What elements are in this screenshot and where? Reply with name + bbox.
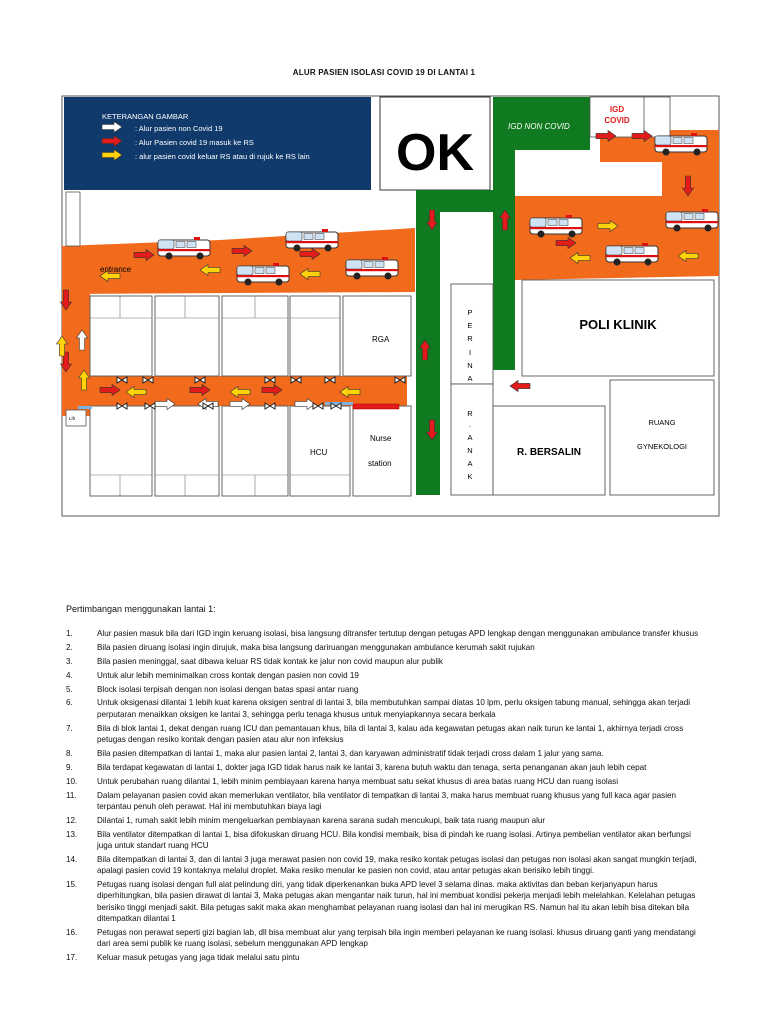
note-number: 14. <box>66 854 78 864</box>
perina-letter: P <box>467 308 473 317</box>
note-number: 10. <box>66 776 78 786</box>
room-gynekologi-line1: RUANG <box>648 418 676 427</box>
entrance-label: entrance <box>100 265 132 274</box>
notes-heading: Pertimbangan menggunakan lantai 1: <box>66 604 216 614</box>
r-anak-letter: N <box>467 446 473 455</box>
room-igd-non-covid: IGD NON COVID <box>508 122 570 131</box>
note-number: 12. <box>66 815 78 825</box>
r-anak-letter: R <box>467 409 473 418</box>
note-number: 6. <box>66 698 73 708</box>
note-text: Bila ventilator ditempatkan di lantai 1, bisa difokuskan diruang HCU. Bila kondisi membaik, bisa di pindah ke ruang isolasi. Artinya pembelian ventilator akan berfungsi juga untuk standart ruang HCU <box>97 829 691 850</box>
note-number: 5. <box>66 684 73 694</box>
room-igd-covid-line1: IGD <box>609 105 625 114</box>
perina-letter: N <box>467 361 473 370</box>
room-hcu: HCU <box>310 448 328 457</box>
room-gynekologi-line2: GYNEKOLOGI <box>636 442 688 451</box>
note-number: 8. <box>66 748 73 758</box>
note-number: 13. <box>66 829 78 839</box>
note-number: 11. <box>66 790 77 800</box>
note-item <box>66 656 706 667</box>
legend-heading: KETERANGAN GAMBAR <box>102 112 189 121</box>
note-number: 9. <box>66 762 73 772</box>
note-number: 16. <box>66 927 78 937</box>
room-r-bersalin: R. BERSALIN <box>517 447 581 458</box>
note-text: Dilantai 1, rumah sakit lebih minim mengeluarkan pembiayaan karena sarana sudah mencukupi, baik tata ruang maupun alur <box>97 815 546 825</box>
note-number: 17. <box>66 952 78 962</box>
note-text: Petugas ruang isolasi dengan full alat pelindung diri, yang tidak diperkenankan buka APD level 3 selama dinas. maka aktivitas dan beban kerjanyapun harus diperhitungkan, bila pasien dirawat di lantai 3, Maka petugas akan mengantar naik turun, hal ini membuat kondisi pekerja menjadi lebih melelahkan. Kelelahan petugas berisiko tinggi menjadi sakit. Bila petugas sakit maka akan menghambat pelayanan ruang isolasi dan hal ini merugikan RS. Namun hal itu akan lebih bisa ditekan bila ditempatkan dilantai 1 <box>97 879 696 923</box>
room-ok: OK <box>396 124 474 182</box>
perina-letter: E <box>467 321 473 330</box>
note-text: Untuk perubahan ruang dilantai 1, lebih minim pembiayaan karena hanya membuat satu sekat khusus di area batas ruang HCU dan ruang isolasi <box>97 776 619 786</box>
note-item <box>66 670 706 681</box>
note-number: 1. <box>66 629 73 638</box>
room-poli-klinik: POLI KLINIK <box>579 317 657 332</box>
room-nurse-station-line2: station <box>368 459 392 468</box>
perina-letter: R <box>467 334 473 343</box>
note-text: Bila terdapat kegawatan di lantai 1, dokter jaga IGD tidak harus naik ke lantai 3, karena butuh waktu dan tenaga, serta penanganan akan jauh lebih cepat <box>97 762 647 772</box>
note-number: 2. <box>66 642 73 652</box>
note-text: Bila pasien ditempatkan di lantai 1, maka alur pasien lantai 2, lantai 3, dan karyawan administratif tidak terjadi cross dalam 1 jalur yang sama. <box>97 748 604 758</box>
notes-list <box>66 628 706 966</box>
note-item <box>66 815 706 826</box>
room-rga: RGA <box>372 335 390 344</box>
r-anak-letter: A <box>467 459 473 468</box>
note-text: Bila di blok lantai 1, dekat dengan ruang ICU dan pemantauan khus, bila di lantai 3, kalau ada kegawatan petugas akan naik turun ke lantai 1, akhirnya terjadi cross petugas dengan resiko kontak dengan pasien atau alur non infeksius <box>97 723 684 744</box>
note-item <box>66 748 706 759</box>
note-text: Alur pasien masuk bila dari IGD ingin keruang isolasi, bisa langsung ditransfer tertutup dengan petugas APD lengkap dengan menggunakan ambulance transfer khusus <box>97 629 699 638</box>
note-text: Petugas non perawat seperti gizi bagian lab, dll bisa membuat alur yang terpisah bila ingin memberi pelayanan ke ruang isolasi. khusus diruang ganti yang mendatangi dari area semi publik ke ruang isolasi, sebelum menggunakan APD lengkap <box>97 927 696 949</box>
note-number: 15. <box>66 879 78 889</box>
r-anak-letter: A <box>467 433 473 442</box>
note-item <box>66 829 706 852</box>
note-item <box>66 927 706 950</box>
legend-item-covid-out: : alur pasien covid keluar RS atau di rujuk ke RS lain <box>135 152 310 161</box>
note-item <box>66 642 706 653</box>
room-igd-covid-line2: COVID <box>604 116 630 125</box>
perina-letter: A <box>467 374 473 383</box>
lift-label: Lift <box>69 416 76 421</box>
note-text: Bila ditempatkan di lantai 3, dan di lantai 3 juga merawat pasien non covid 19, maka resiko kontak petugas isolasi dan petugas non isolasi akan sangat mungkin terjadi, apalagi pasien covid 19 kontaknya melalui droplet. Maka resiko menular ke pasien non covid, atau antar petugas akan berisiko lebih tinggi. <box>97 854 697 876</box>
note-text: Dalam pelayanan pasien covid akan memerlukan ventilator, bila ventilator di tempatkan di lantai 3, maka harus membuat ruang khusus yang full kaca agar pasien terpantau penuh oleh perawat. Hal ini membutuhkan biaya lagi <box>97 790 677 811</box>
note-item <box>66 684 706 695</box>
r-anak-letter: K <box>467 472 473 481</box>
note-item <box>66 697 706 720</box>
page-title: ALUR PASIEN ISOLASI COVID 19 DI LANTAI 1 <box>292 68 476 77</box>
legend-item-covid-in: : Alur Pasien covid 19 masuk ke RS <box>135 138 254 147</box>
note-item <box>66 854 706 877</box>
note-number: 3. <box>66 656 73 666</box>
perina-letter: I <box>468 348 472 357</box>
note-text: Keluar masuk petugas yang jaga tidak melalui satu pintu <box>97 952 300 962</box>
note-item <box>66 776 706 787</box>
note-text: Block isolasi terpisah dengan non isolasi dengan batas spasi antar ruang <box>97 684 359 694</box>
legend-item-non-covid: : Alur pasien non Covid 19 <box>135 124 223 133</box>
note-number: 7. <box>66 723 73 733</box>
note-item <box>66 952 706 963</box>
note-number: 4. <box>66 670 73 680</box>
room-nurse-station-line1: Nurse <box>370 434 392 443</box>
note-item <box>66 762 706 773</box>
note-item <box>66 879 706 924</box>
note-text: Untuk alur lebih meminimalkan cross kontak dengan pasien non covid 19 <box>97 670 359 680</box>
note-text: Bila pasien diruang isolasi ingin dirujuk, maka bisa langsung dariruangan menggunakan ambulance kerumah sakit rujukan <box>97 642 535 652</box>
note-text: Untuk oksigenasi dilantai 1 lebih kuat karena oksigen sentral di lantai 3, bila membutuhkan sampai diatas 10 lpm, perlu oksigen tabung manual, sehingga akan terjadi perputaran menaikkan oksigen ke lantai 3, sehingga perlu tenaga khusus untuk menyiapkannya secara berkala <box>97 698 691 719</box>
note-item <box>66 790 706 813</box>
note-text: Bila pasien meninggal, saat dibawa keluar RS tidak kontak ke jalur non covid maupun alur publik <box>97 656 443 666</box>
note-item <box>66 628 706 639</box>
note-item <box>66 723 706 746</box>
r-anak-letter: . <box>468 420 472 429</box>
